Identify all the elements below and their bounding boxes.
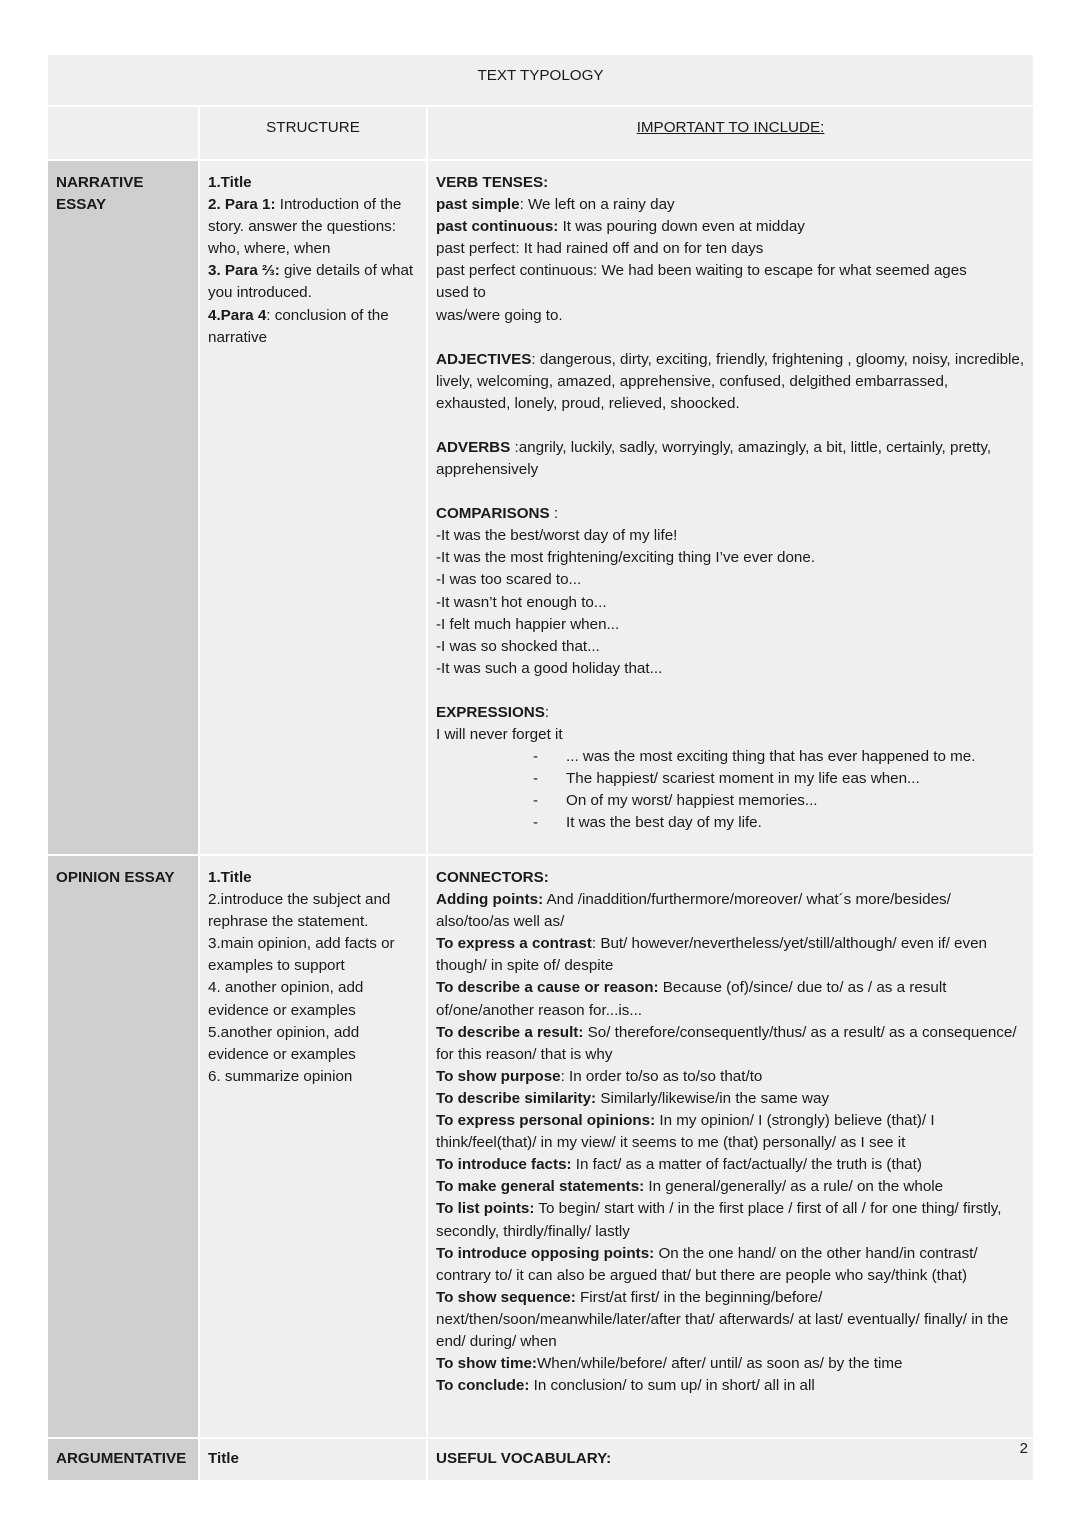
header-important-label: IMPORTANT TO INCLUDE: [636, 119, 825, 136]
verb-item: past perfect continuous: We had been waiting to escape for what seemed ages [436, 262, 967, 280]
header-structure: STRUCTURE [200, 107, 428, 161]
opinion-row [48, 856, 1033, 1439]
adverbs-paragraph: ADVERBS :angrily, luckily, sadly, worryingly, amazingly, a bit, little, certainly, pretty, apprehensively [436, 438, 992, 479]
structure-item: 4.Para 4: conclusion of the narrative [208, 306, 389, 346]
verb-item: past continuous: It was pouring down even at midday [436, 218, 805, 236]
structure-item: 3.main opinion, add facts or examples to support [208, 935, 395, 975]
connector-item: To show purpose: In order to/so as to/so that/to [436, 1067, 763, 1085]
connector-item: To introduce facts: In fact/ as a matter of fact/actually/ the truth is (that) [436, 1156, 922, 1174]
comparisons-heading: COMPARISONS : [436, 505, 559, 523]
argumentative-row [48, 1439, 1033, 1482]
header-blank-cell [48, 107, 200, 161]
expressions-heading: EXPRESSIONS: [436, 703, 550, 721]
verb-item: used to [436, 284, 486, 302]
structure-item: 6. summarize opinion [208, 1067, 353, 1085]
comparison-item: -I was so shocked that... [436, 637, 600, 655]
header-important [428, 107, 1033, 161]
opinion-structure [200, 856, 428, 1439]
comparison-item: -It was such a good holiday that... [436, 659, 663, 677]
connector-item: To introduce opposing points: On the one hand/ on the other hand/in contrast/ contrary to/ it can also be argued that/ but there are people who say/think (that) [436, 1244, 978, 1284]
table-title: TEXT TYPOLOGY [48, 55, 1033, 107]
structure-item: 1.Title [208, 869, 252, 886]
verb-tenses-heading: VERB TENSES: [436, 174, 549, 191]
structure-item: 4. another opinion, add evidence or examples [208, 979, 364, 1019]
connector-item: To make general statements: In general/generally/ as a rule/ on the whole [436, 1178, 944, 1196]
expressions-list [436, 746, 1025, 834]
narrative-label [48, 161, 200, 856]
connector-item: To describe similarity: Similarly/likewise/in the same way [436, 1089, 830, 1107]
comparison-item: -It was the most frightening/exciting thing I’ve ever done. [436, 549, 816, 567]
adjectives-paragraph: ADJECTIVES: dangerous, dirty, exciting, friendly, frightening , gloomy, noisy, incredible, lively, welcoming, amazed, apprehensive, confused, delgithed embarrassed, exhausted, lonely, proud, relieved, shoocked. [436, 350, 1025, 412]
verb-item: past simple: We left on a rainy day [436, 196, 675, 214]
connector-item: To describe a result: So/ therefore/consequently/thus/ as a result/ as a consequence/ for this reason/ that is why [436, 1023, 1017, 1063]
structure-item: 1.Title [208, 174, 252, 191]
argumentative-structure: Title [200, 1439, 428, 1482]
comparison-item: -I felt much happier when... [436, 615, 620, 633]
comparison-item: -I was too scared to... [436, 571, 582, 589]
connector-item: To describe a cause or reason: Because (of)/since/ due to/ as / as a result of/one/another reason for...is... [436, 979, 947, 1019]
narrative-label-line1: NARRATIVE [56, 174, 144, 191]
list-item: - ... was the most exciting thing that has ever happened to me. [533, 748, 976, 766]
narrative-structure [200, 161, 428, 856]
connector-item: To express personal opinions: In my opinion/ I (strongly) believe (that)/ I think/feel(that)/ in my view/ it seems to me (that) personally/ as I see it [436, 1112, 935, 1152]
connector-item: Adding points: And /inaddition/furthermore/moreover/ what´s more/besides/ also/too/as well as/ [436, 891, 951, 931]
connector-item: To conclude: In conclusion/ to sum up/ in short/ all in all [436, 1377, 815, 1395]
verb-item: was/were going to. [436, 306, 563, 324]
list-item: - The happiest/ scariest moment in my life eas when... [533, 770, 920, 788]
narrative-row [48, 161, 1033, 856]
narrative-label-line2: ESSAY [56, 196, 107, 214]
comparison-item: -It was the best/worst day of my life! [436, 527, 678, 545]
narrative-content [428, 161, 1033, 856]
list-item: - It was the best day of my life. [533, 814, 762, 832]
connectors-heading: CONNECTORS: [436, 869, 549, 886]
expressions-intro: I will never forget it [436, 725, 563, 743]
argumentative-label: ARGUMENTATIVE [48, 1439, 200, 1482]
opinion-label: OPINION ESSAY [48, 856, 200, 1439]
verb-item: past perfect: It had rained off and on for ten days [436, 240, 764, 258]
list-item: - On of my worst/ happiest memories... [533, 792, 818, 810]
page-number: 2 [1019, 1440, 1028, 1457]
structure-item: 2. Para 1: Introduction of the story. answer the questions: who, where, when [208, 196, 402, 258]
comparison-item: -It wasn’t hot enough to... [436, 593, 607, 611]
connector-item: To show sequence: First/at first/ in the beginning/before/ next/then/soon/meanwhile/later/after that/ afterwards/ at last/ eventually/ finally/ in the end/ during/ when [436, 1288, 1009, 1350]
connector-item: To express a contrast: But/ however/nevertheless/yet/still/although/ even if/ even though/ in spite of/ despite [436, 935, 987, 975]
text-typology-table [48, 55, 1033, 1482]
connector-item: To list points: To begin/ start with / in the first place / first of all / for one thing/ firstly, secondly, thirdly/finally/ lastly [436, 1200, 1002, 1240]
structure-item: 2.introduce the subject and rephrase the statement. [208, 891, 391, 931]
structure-item: 5.another opinion, add evidence or examples [208, 1023, 360, 1063]
opinion-content [428, 856, 1033, 1439]
argumentative-content: USEFUL VOCABULARY: [428, 1439, 1033, 1482]
structure-item: 3. Para ⅔: give details of what you introduced. [208, 262, 414, 302]
connector-item: To show time:When/while/before/ after/ until/ as soon as/ by the time [436, 1355, 903, 1373]
